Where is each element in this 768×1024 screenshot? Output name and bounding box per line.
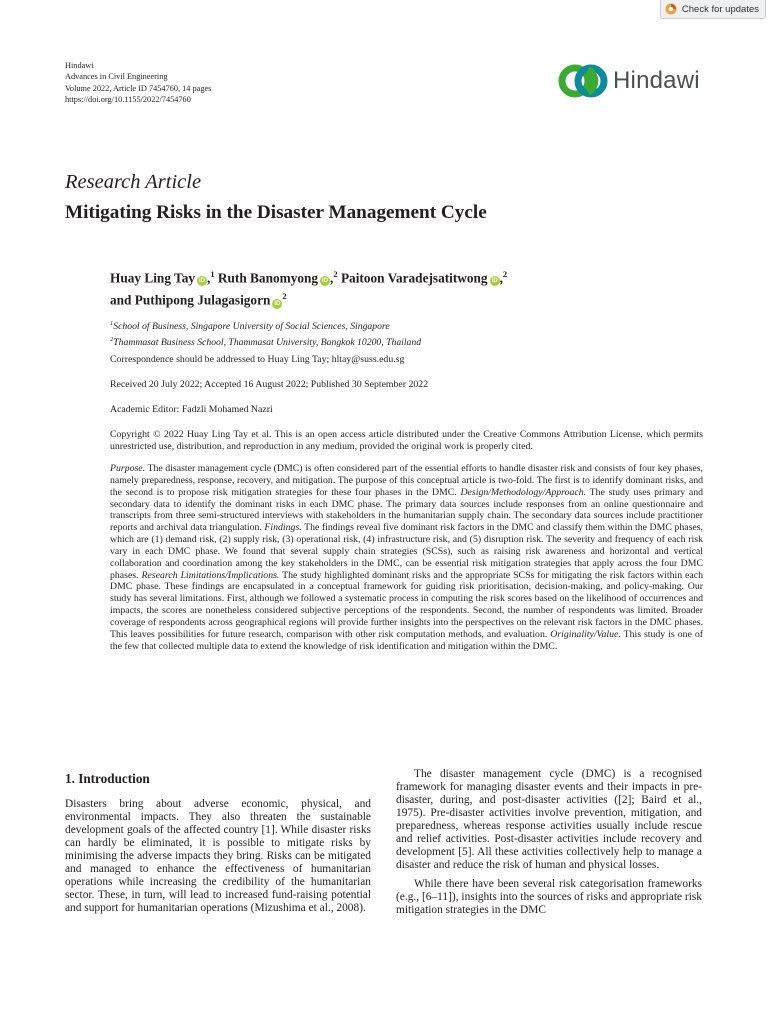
orcid-icon[interactable]: iD xyxy=(199,278,205,285)
journal-meta xyxy=(65,60,211,106)
author-affil-sup: 2 xyxy=(282,291,287,302)
body-paragraph: While there have been several risk categorisation frameworks (e.g., [6–11]), insights into the sources of risks and appropriate risk mitigation strategies in the DMC xyxy=(396,878,702,917)
orcid-icon[interactable]: iD xyxy=(491,278,498,285)
affiliations xyxy=(110,317,710,349)
journal-name: Advances in Civil Engineering xyxy=(65,72,168,82)
article-title: Mitigating Risks in the Disaster Management Cycle xyxy=(65,202,487,223)
academic-editor: Academic Editor: Fadzli Mohamed Nazri xyxy=(110,404,273,415)
abstract-design-label: Design/Methodology/Approach. xyxy=(460,486,587,498)
hindawi-logo xyxy=(557,61,700,101)
affiliation-item xyxy=(110,333,710,349)
author-name[interactable]: Ruth Banomyong xyxy=(217,270,319,286)
abstract-originality: This study is one of the few that collected multiple data to extend the knowledge of risk identification and mitigation within the DMC. xyxy=(110,628,703,652)
author-affil-sup: 2 xyxy=(333,269,338,279)
affiliation-sup: 2 xyxy=(110,336,114,344)
correspondence: Correspondence should be addressed to Huay Ling Tay; hltay@suss.edu.sg xyxy=(110,354,405,365)
copyright-notice: Copyright © 2022 Huay Ling Tay et al. This is an open access article distributed under the Creative Commons Attribution License, which permits unrestricted use, distribution, and reproduction in any medium, provided the original work is properly cited. xyxy=(110,429,703,453)
abstract-findings: The findings reveal five dominant risk factors in the DMC and classify them within the DMC phases, which are (1) demand risk, (2) supply risk, (3) operational risk, (4) infrastructure risk, and (5) disruption risk. The severity and frequency of each risk vary in each DMC phase. We found that several supply chain strategies (SCSs), such as raising risk awareness and horizontal and vertical collaboration and coordination among the key stakeholders in the DMC, can be essential risk mitigation strategies that apply across the four DMC phases. xyxy=(110,522,703,581)
check-for-updates-label: Check for updates xyxy=(681,3,759,15)
body-paragraph: Disasters bring about adverse economic, physical, and environmental impacts. They also threaten the sustainable development goals of the affected country [1]. While disaster risks can hardly be eliminated, it is possible to mitigate risks by minimising the adverse impacts they bring. Risks can be mitigated and managed to enhance the effectiveness of humanitarian operations while increasing the credibility of the humanitarian sector. These, in turn, will lead to increased fund-raising potential and support for humanitarian operations (Mizushima et al., 2008). xyxy=(65,798,371,915)
publisher-name: Hindawi xyxy=(65,61,94,70)
abstract-purpose: The disaster management cycle (DMC) is often considered part of the essential efforts to handle disaster risk and consists of four key phases, namely preparedness, response, recovery, and mitigation. The purpose of this conceptual article is two-fold. The first is to identify dominant risks, and the second is to propose risk mitigation strategies for these four phases in the DMC. xyxy=(110,463,703,498)
author-list: Huay Ling Tay iD ,$^1$ Ruth Banomyong iD ,$^2$ Paitoon Varadejsatitwong iD ,$^2$ and Puthipong Julagasigorn $iD^2$ xyxy=(110,269,508,308)
orcid-icon[interactable]: iD xyxy=(322,278,329,285)
body-column-left xyxy=(65,798,371,915)
check-for-updates-button[interactable] xyxy=(660,0,766,19)
author-name[interactable]: Huay Ling Tay xyxy=(110,270,195,286)
abstract-design: The study uses primary and secondary data to identify the dominant risks in each DMC phase. The primary data sources include responses from an online questionnaire and transcripts from three semi-structured interviews with stakeholders in the humanitarian supply chain. The secondary data sources include practitioner reports and archival data triangulation. xyxy=(110,486,704,534)
author-conjunction: and xyxy=(110,292,132,308)
affiliation-item xyxy=(110,317,710,333)
section-heading: 1. Introduction xyxy=(65,771,150,786)
publication-dates: Received 20 July 2022; Accepted 16 August 2022; Published 30 September 2022 xyxy=(110,379,429,390)
volume-info: Volume 2022, Article ID 7454760, 14 pages xyxy=(65,83,212,93)
affiliation-sup: 1 xyxy=(110,320,114,327)
body-column-right xyxy=(396,768,702,918)
author-name[interactable]: Paitoon Varadejsatitwong xyxy=(340,270,488,286)
abstract-limitations: The study highlighted dominant risks and the appropriate SCSs for mitigating the risk factors within each DMC phase. These findings are encapsulated in a conceptual framework for guiding risk prioritisation, decision-making, and policy-making. Our study has several limitations. First, although we followed a systematic process in computing the risk scores based on the likelihood of occurrences and impacts, the scores are nonetheless considered subjective perceptions of the respondents. Second, the number of respondents was limited. Broader coverage of respondents across geographical regions will provide further insights into the perspectives on the relevant risk factors in the DMC phases. This leaves possibilities for future research, comparison with other risk computation methods, and evaluation. xyxy=(110,569,703,640)
check-updates-icon xyxy=(665,3,677,15)
affiliation-text: Thammasat Business School, Thammasat University, Bangkok 10200, Thailand xyxy=(113,337,422,349)
author-affil-sup: 2 xyxy=(502,269,508,279)
article-type: Research Article xyxy=(65,171,202,193)
abstract-limitations-label: Research Limitations/Implications. xyxy=(141,569,280,581)
affiliation-text: School of Business, Singapore University of Social Sciences, Singapore xyxy=(113,321,390,333)
author-affil-sup: 1 xyxy=(210,269,215,279)
abstract xyxy=(110,463,703,653)
abstract-findings-label: Findings. xyxy=(264,522,302,534)
author-name[interactable]: Puthipong Julagasigorn xyxy=(134,292,271,308)
hindawi-logo-text: Hindawi xyxy=(613,67,700,94)
abstract-purpose-label: Purpose. xyxy=(110,463,146,474)
hindawi-logo-icon xyxy=(557,61,609,101)
doi-link[interactable]: https://doi.org/10.1155/2022/7454760 xyxy=(65,95,191,105)
body-paragraph: The disaster management cycle (DMC) is a recognised framework for managing disaster events and their impacts in pre-disaster, during, and post-disaster activities ([2]; Baird et al., 1975). Pre-disaster activities involve prevention, mitigation, and preparedness, whereas response activities usually include rescue and relief activities. Post-disaster activities include recovery and development [5]. All these activities collectively help to manage a disaster and reduce the risk of human and physical losses. xyxy=(396,768,702,872)
abstract-originality-label: Originality/Value. xyxy=(550,628,621,640)
orcid-icon[interactable]: iD xyxy=(274,300,281,307)
